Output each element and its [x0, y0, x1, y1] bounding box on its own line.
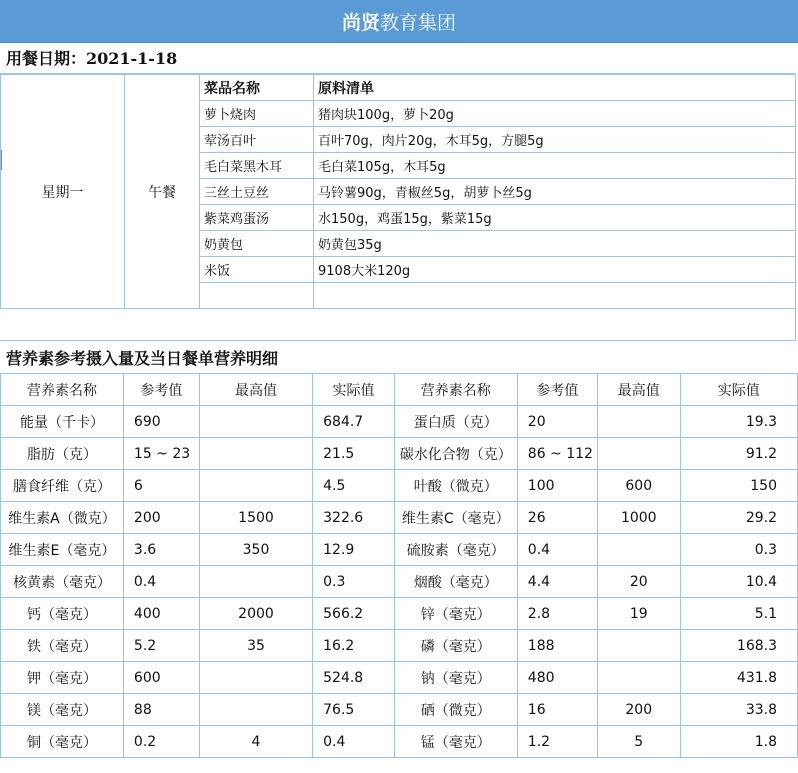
nutrition-column-header[interactable]: 参考值 [517, 374, 597, 406]
actual-value-cell[interactable]: 5.1 [680, 598, 797, 630]
dish-name-cell[interactable]: 萝卜烧肉 [200, 101, 314, 127]
nutrient-name-cell[interactable]: 烟酸（毫克） [394, 566, 517, 598]
nutrition-column-header[interactable]: 实际值 [313, 374, 395, 406]
max-value-cell[interactable] [597, 534, 680, 566]
reference-value-cell[interactable]: 480 [517, 662, 597, 694]
ingredients-cell[interactable]: 马铃薯90g，青椒丝5g，胡萝卜丝5g [314, 179, 796, 205]
nutrient-name-cell[interactable]: 铜（毫克） [1, 726, 124, 758]
nutrition-column-header[interactable]: 实际值 [680, 374, 797, 406]
reference-value-cell[interactable]: 2.8 [517, 598, 597, 630]
reference-value-cell[interactable]: 100 [517, 470, 597, 502]
max-value-cell[interactable]: 5 [597, 726, 680, 758]
nutrition-row [1, 662, 798, 694]
reference-value-cell[interactable]: 0.4 [517, 534, 597, 566]
reference-value-cell[interactable]: 0.2 [123, 726, 199, 758]
nutrient-name-cell[interactable]: 铁（毫克） [1, 630, 124, 662]
nutrient-name-cell[interactable]: 锰（毫克） [394, 726, 517, 758]
nutrient-name-cell[interactable]: 硒（微克） [394, 694, 517, 726]
ingredients-cell[interactable]: 水150g，鸡蛋15g，紫菜15g [314, 205, 796, 231]
reference-value-cell[interactable]: 600 [123, 662, 199, 694]
max-value-cell[interactable]: 600 [597, 470, 680, 502]
nutrient-name-cell[interactable]: 碳水化合物（克） [394, 438, 517, 470]
ingredients-cell[interactable] [314, 283, 796, 309]
actual-value-cell[interactable]: 16.2 [313, 630, 395, 662]
reference-value-cell[interactable]: 188 [517, 630, 597, 662]
blank-row [0, 307, 796, 341]
nutrition-column-header[interactable]: 最高值 [597, 374, 680, 406]
reference-value-cell[interactable]: 3.6 [123, 534, 199, 566]
nutrition-header-row [1, 374, 798, 406]
nutrition-column-header[interactable]: 营养素名称 [1, 374, 124, 406]
nutrition-column-header[interactable]: 最高值 [199, 374, 312, 406]
actual-value-cell[interactable]: 76.5 [313, 694, 395, 726]
menu-table [0, 74, 796, 309]
reference-value-cell[interactable]: 400 [123, 598, 199, 630]
nutrient-name-cell[interactable]: 硫胺素（毫克） [394, 534, 517, 566]
dish-name-cell[interactable]: 奶黄包 [200, 231, 314, 257]
max-value-cell[interactable] [597, 630, 680, 662]
actual-value-cell[interactable]: 4.5 [313, 470, 395, 502]
dish-name-cell[interactable]: 荤汤百叶 [200, 127, 314, 153]
actual-value-cell[interactable]: 684.7 [313, 406, 395, 438]
actual-value-cell[interactable]: 21.5 [313, 438, 395, 470]
max-value-cell[interactable] [597, 662, 680, 694]
max-value-cell[interactable]: 1000 [597, 502, 680, 534]
reference-value-cell[interactable]: 20 [517, 406, 597, 438]
nutrition-column-header[interactable]: 参考值 [123, 374, 199, 406]
ingredients-cell[interactable]: 9108大米120g [314, 257, 796, 283]
actual-value-cell[interactable]: 12.9 [313, 534, 395, 566]
reference-value-cell[interactable]: 1.2 [517, 726, 597, 758]
actual-value-cell[interactable]: 10.4 [680, 566, 797, 598]
nutrition-row [1, 726, 798, 758]
max-value-cell[interactable]: 350 [199, 534, 312, 566]
dish-name-cell[interactable]: 紫菜鸡蛋汤 [200, 205, 314, 231]
nutrient-name-cell[interactable]: 维生素A（微克） [1, 502, 124, 534]
max-value-cell[interactable] [199, 662, 312, 694]
nutrient-name-cell[interactable]: 镁（毫克） [1, 694, 124, 726]
nutrient-name-cell[interactable]: 叶酸（微克） [394, 470, 517, 502]
weekday-cell[interactable]: 星期一 [1, 75, 125, 309]
ingredients-cell[interactable]: 百叶70g，肉片20g，木耳5g，方腿5g [314, 127, 796, 153]
max-value-cell[interactable] [199, 406, 312, 438]
max-value-cell[interactable]: 19 [597, 598, 680, 630]
actual-value-cell[interactable]: 168.3 [680, 630, 797, 662]
actual-value-cell[interactable]: 0.4 [313, 726, 395, 758]
nutrition-title: 营养素参考摄入量及当日餐单营养明细 [6, 348, 279, 368]
nutrition-row [1, 502, 798, 534]
nutrient-name-cell[interactable]: 钠（毫克） [394, 662, 517, 694]
nutrient-name-cell[interactable]: 锌（毫克） [394, 598, 517, 630]
title-rest: 教育集团 [380, 11, 457, 34]
nutrition-row [1, 694, 798, 726]
max-value-cell[interactable]: 35 [199, 630, 312, 662]
menu-header-row [1, 75, 796, 101]
reference-value-cell[interactable]: 88 [123, 694, 199, 726]
nutrient-name-cell[interactable]: 磷（毫克） [394, 630, 517, 662]
max-value-cell[interactable] [199, 438, 312, 470]
reference-value-cell[interactable]: 0.4 [123, 566, 199, 598]
actual-value-cell[interactable]: 150 [680, 470, 797, 502]
dish-name-cell[interactable] [200, 283, 314, 309]
nutrient-name-cell[interactable]: 维生素E（毫克） [1, 534, 124, 566]
nutrition-row [1, 598, 798, 630]
ingredients-cell[interactable]: 猪肉块100g，萝卜20g [314, 101, 796, 127]
nutrient-name-cell[interactable]: 核黄素（毫克） [1, 566, 124, 598]
nutrition-table [0, 373, 798, 758]
nutrient-name-cell[interactable]: 钙（毫克） [1, 598, 124, 630]
reference-value-cell[interactable]: 16 [517, 694, 597, 726]
ingredients-column-header[interactable]: 原料清单 [314, 75, 796, 101]
nutrition-row [1, 406, 798, 438]
dish-name-cell[interactable]: 三丝土豆丝 [200, 179, 314, 205]
nutrient-name-cell[interactable]: 维生素C（毫克） [394, 502, 517, 534]
page-title [0, 0, 798, 43]
dish-name-cell[interactable]: 米饭 [200, 257, 314, 283]
actual-value-cell[interactable]: 33.8 [680, 694, 797, 726]
reference-value-cell[interactable]: 26 [517, 502, 597, 534]
actual-value-cell[interactable]: 524.8 [313, 662, 395, 694]
nutrition-row [1, 534, 798, 566]
actual-value-cell[interactable]: 1.8 [680, 726, 797, 758]
ingredients-cell[interactable]: 奶黄包35g [314, 231, 796, 257]
reference-value-cell[interactable]: 15 ~ 23 [123, 438, 199, 470]
dish-name-cell[interactable]: 毛白菜黑木耳 [200, 153, 314, 179]
max-value-cell[interactable]: 4 [199, 726, 312, 758]
actual-value-cell[interactable]: 29.2 [680, 502, 797, 534]
actual-value-cell[interactable]: 0.3 [680, 534, 797, 566]
max-value-cell[interactable]: 1500 [199, 502, 312, 534]
actual-value-cell[interactable]: 19.3 [680, 406, 797, 438]
ingredients-cell[interactable]: 毛白菜105g，木耳5g [314, 153, 796, 179]
max-value-cell[interactable] [199, 566, 312, 598]
nutrition-row [1, 566, 798, 598]
meal-cell[interactable]: 午餐 [125, 75, 200, 309]
max-value-cell[interactable]: 200 [597, 694, 680, 726]
nutrition-row [1, 438, 798, 470]
reference-value-cell[interactable]: 200 [123, 502, 199, 534]
nutrient-name-cell[interactable]: 膳食纤维（克） [1, 470, 124, 502]
brand-name: 尚贤 [341, 11, 380, 34]
nutrient-name-cell[interactable]: 蛋白质（克） [394, 406, 517, 438]
max-value-cell[interactable] [199, 470, 312, 502]
reference-value-cell[interactable]: 4.4 [517, 566, 597, 598]
nutrition-row [1, 630, 798, 662]
actual-value-cell[interactable]: 91.2 [680, 438, 797, 470]
max-value-cell[interactable]: 20 [597, 566, 680, 598]
nutrient-name-cell[interactable]: 脂肪（克） [1, 438, 124, 470]
actual-value-cell[interactable]: 0.3 [313, 566, 395, 598]
max-value-cell[interactable] [199, 694, 312, 726]
dish-column-header[interactable]: 菜品名称 [200, 75, 314, 101]
reference-value-cell[interactable]: 6 [123, 470, 199, 502]
reference-value-cell[interactable]: 690 [123, 406, 199, 438]
nutrient-name-cell[interactable]: 钾（毫克） [1, 662, 124, 694]
reference-value-cell[interactable]: 5.2 [123, 630, 199, 662]
meal-date: 用餐日期：2021-1-18 [0, 42, 795, 74]
nutrient-name-cell[interactable]: 能量（千卡） [1, 406, 124, 438]
max-value-cell[interactable] [597, 438, 680, 470]
nutrition-row [1, 470, 798, 502]
actual-value-cell[interactable]: 431.8 [680, 662, 797, 694]
max-value-cell[interactable] [597, 406, 680, 438]
max-value-cell[interactable]: 2000 [199, 598, 312, 630]
actual-value-cell[interactable]: 566.2 [313, 598, 395, 630]
actual-value-cell[interactable]: 322.6 [313, 502, 395, 534]
reference-value-cell[interactable]: 86 ~ 112 [517, 438, 597, 470]
nutrition-column-header[interactable]: 营养素名称 [394, 374, 517, 406]
